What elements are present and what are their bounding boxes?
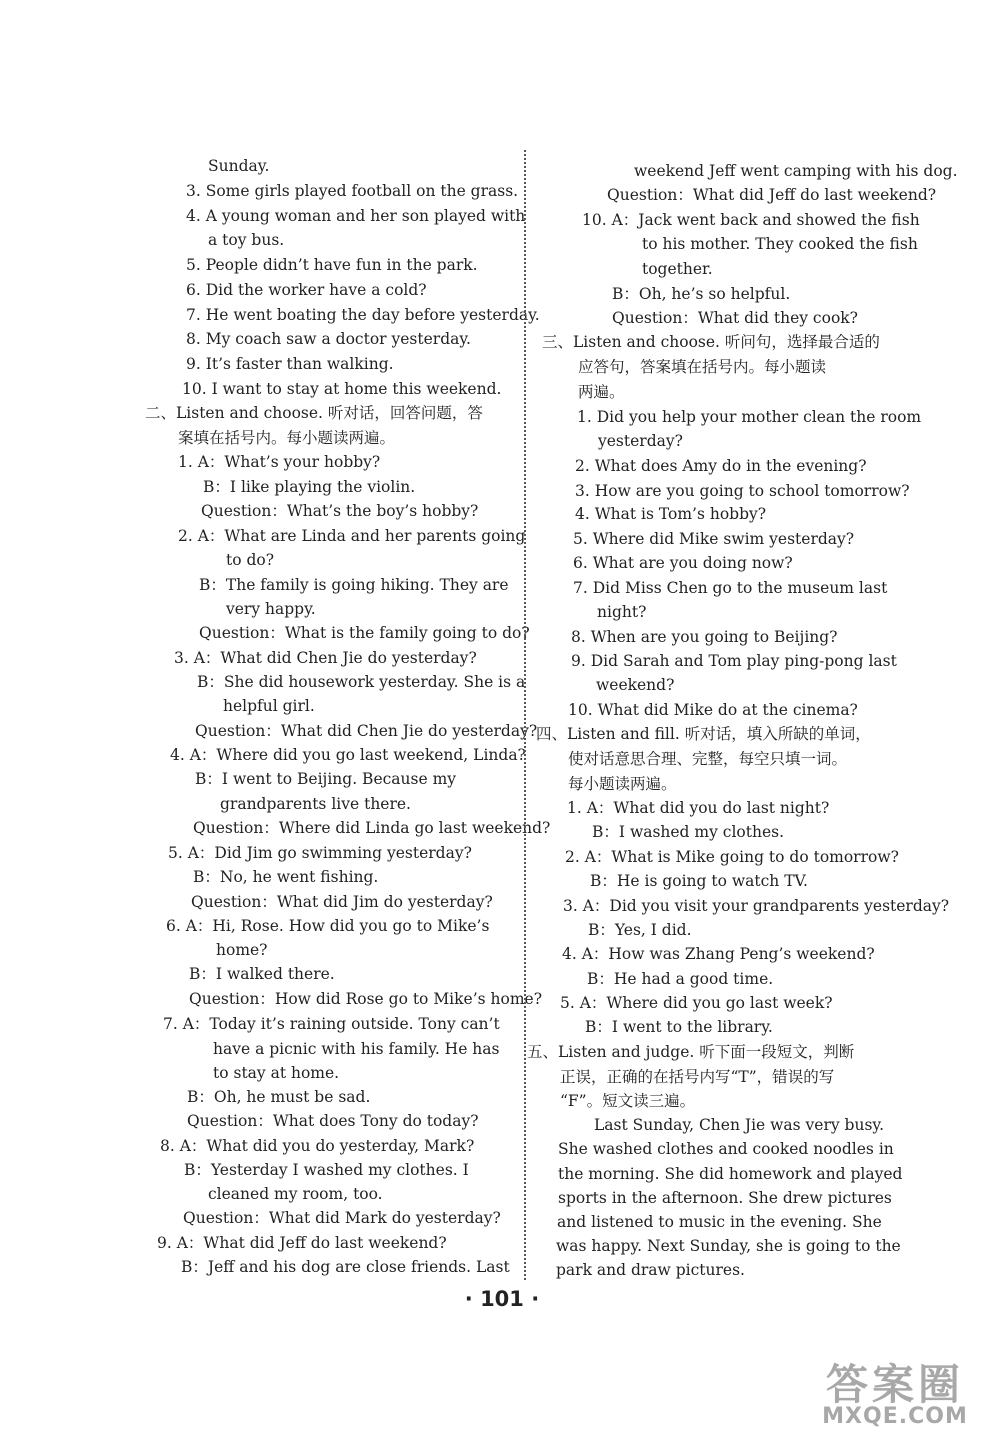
text-line: 4. A：How was Zhang Peng’s weekend? [562,945,875,963]
text-line: Sunday. [208,157,270,175]
text-line: 6. Did the worker have a cold? [186,281,427,299]
text-line: 5. People didn’t have fun in the park. [186,256,478,274]
passage-line: and listened to music in the evening. She [557,1213,882,1231]
text-line: to stay at home. [213,1064,340,1082]
text-line: Question：Where did Linda go last weekend? [193,819,551,837]
text-line: 5. A：Did Jim go swimming yesterday? [168,844,472,862]
text-line: 2. What does Amy do in the evening? [575,457,867,475]
section-heading: “F”。短文读三遍。 [560,1092,696,1110]
page-number: · 101 · [464,1287,540,1311]
text-line: weekend? [596,676,675,694]
text-line: B：He is going to watch TV. [590,872,808,890]
text-line: 10. A：Jack went back and showed the fish [582,211,920,229]
text-line: B：The family is going hiking. They are [199,576,509,594]
text-line: home? [216,941,268,959]
text-line: 10. What did Mike do at the cinema? [568,701,858,719]
text-line: Question：What does Tony do today? [187,1112,479,1130]
column-divider [524,150,526,1280]
text-line: 6. A：Hi, Rose. How did you go to Mike’s [166,917,490,935]
text-line: 1. A：What’s your hobby? [178,453,381,471]
watermark-text: 答案圈 [825,1360,964,1409]
text-line: Question：How did Rose go to Mike’s home? [189,990,543,1008]
text-line: 7. A：Today it’s raining outside. Tony can’t [163,1015,500,1033]
text-line: 8. A：What did you do yesterday, Mark? [160,1137,475,1155]
text-line: 1. A：What did you do last night? [567,799,830,817]
text-line: B：No, he went fishing. [193,868,379,886]
text-line: 6. What are you doing now? [573,554,793,572]
text-line: night? [597,603,647,621]
text-line: 3. A：Did you visit your grandparents yesterday? [563,897,950,915]
passage-line: sports in the afternoon. She drew pictures [558,1189,892,1207]
text-line: B：Oh, he’s so helpful. [612,285,791,303]
text-line: B：Yes, I did. [588,921,692,939]
text-line: B：I walked there. [189,965,335,983]
text-line: B：Yesterday I washed my clothes. I [184,1161,469,1179]
text-line: 10. I want to stay at home this weekend. [182,380,502,398]
text-line: Question：What did Mark do yesterday? [183,1209,501,1227]
text-line: B：She did housework yesterday. She is a [197,673,526,691]
passage-line: park and draw pictures. [556,1261,745,1279]
text-line: helpful girl. [223,697,315,715]
text-line: together. [642,260,713,278]
text-line: 5. A：Where did you go last week? [560,994,833,1012]
section-heading: 二、Listen and choose. 听对话，回答问题，答 [145,404,483,422]
text-line: Question：What is the family going to do? [199,624,530,642]
section-heading: 应答句，答案填在括号内。每小题读 [578,358,827,376]
text-line: 4. A young woman and her son played with [186,207,526,225]
text-line: B：Jeff and his dog are close friends. Last [181,1258,510,1276]
text-line: to his mother. They cooked the fish [642,235,918,253]
text-line: grandparents live there. [220,795,411,813]
text-line: Question：What’s the boy’s hobby? [201,502,479,520]
text-line: 7. He went boating the day before yesterday. [186,306,540,324]
section-heading: 四、Listen and fill. 听对话，填入所缺的单词， [536,725,871,743]
text-line: 3. How are you going to school tomorrow? [575,482,910,500]
text-line: yesterday? [598,432,683,450]
text-line: Question：What did Jim do yesterday? [191,893,493,911]
passage-line: was happy. Next Sunday, she is going to the [556,1237,901,1255]
text-line: 2. A：What are Linda and her parents going [178,527,526,545]
text-line: 8. My coach saw a doctor yesterday. [186,330,471,348]
section-heading: 两遍。 [578,383,625,401]
text-line: B：I went to Beijing. Because my [195,770,457,788]
watermark-domain: MXQE.COM [822,1404,968,1429]
text-line: 3. A：What did Chen Jie do yesterday? [174,649,477,667]
watermark-logo [800,1352,990,1432]
passage-line: Last Sunday, Chen Jie was very busy. [594,1116,885,1134]
text-line: B：Oh, he must be sad. [187,1088,371,1106]
text-line: have a picnic with his family. He has [213,1040,500,1058]
text-line: B：I went to the library. [585,1018,773,1036]
section-heading: 每小题读两遍。 [568,775,677,793]
text-line: 9. It’s faster than walking. [186,355,394,373]
section-heading: 五、Listen and judge. 听下面一段短文，判断 [527,1043,855,1061]
text-line: 3. Some girls played football on the grass. [186,182,519,200]
text-line: 2. A：What is Mike going to do tomorrow? [565,848,899,866]
text-line: 7. Did Miss Chen go to the museum last [573,579,888,597]
text-line: cleaned my room, too. [208,1185,383,1203]
text-line: 9. Did Sarah and Tom play ping-pong last [571,652,897,670]
text-line: B：I like playing the violin. [203,478,416,496]
text-line: 4. What is Tom’s hobby? [575,505,767,523]
text-line: Question：What did they cook? [612,309,858,327]
text-line: a toy bus. [208,231,285,249]
text-line: 8. When are you going to Beijing? [571,628,838,646]
text-line: 1. Did you help your mother clean the room [577,408,922,426]
text-line: 9. A：What did Jeff do last weekend? [157,1234,447,1252]
text-line: to do? [226,551,275,569]
section-heading: 使对话意思合理、完整，每空只填一词。 [568,750,848,768]
text-line: weekend Jeff went camping with his dog. [634,162,958,180]
text-line: 5. Where did Mike swim yesterday? [573,530,855,548]
section-heading: 正误，正确的在括号内写“T”，错误的写 [560,1068,835,1086]
text-line: very happy. [226,600,316,618]
section-heading: 案填在括号内。每小题读两遍。 [178,429,396,447]
text-line: Question：What did Jeff do last weekend? [607,186,937,204]
text-line: 4. A：Where did you go last weekend, Linda? [170,746,526,764]
text-line: Question：What did Chen Jie do yesterday? [195,722,538,740]
passage-line: the morning. She did homework and played [558,1165,903,1183]
section-heading: 三、Listen and choose. 听问句，选择最合适的 [542,333,880,351]
text-line: B：I washed my clothes. [592,823,785,841]
text-line: B：He had a good time. [587,970,774,988]
passage-line: She washed clothes and cooked noodles in [558,1140,894,1158]
